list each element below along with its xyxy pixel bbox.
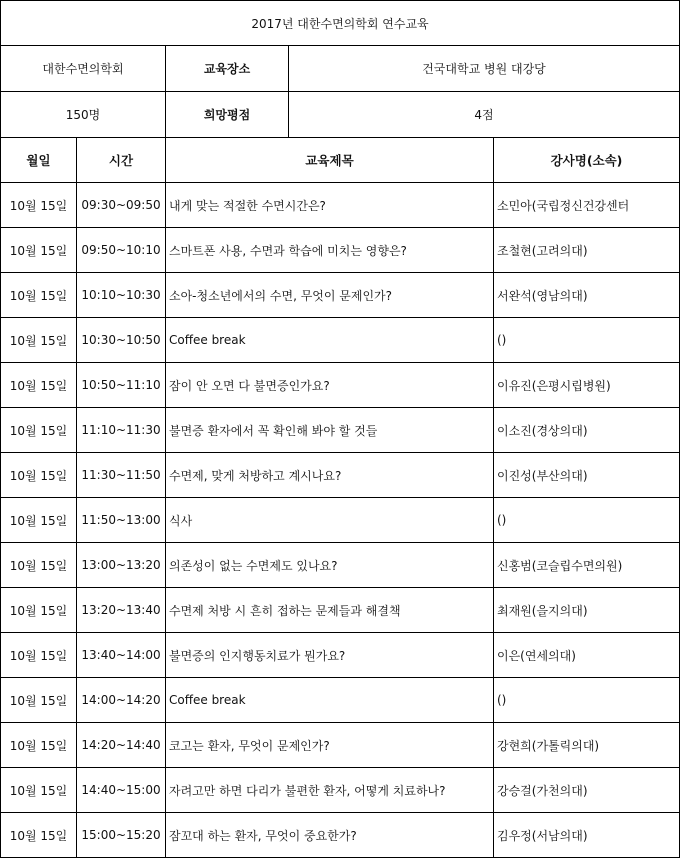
row-subject: 불면증 환자에서 꼭 확인해 봐야 할 것들 bbox=[166, 408, 494, 453]
venue-value: 건국대학교 병원 대강당 bbox=[289, 46, 680, 92]
table-row bbox=[1, 363, 680, 408]
row-date: 10월 15일 bbox=[1, 318, 77, 363]
row-date: 10월 15일 bbox=[1, 678, 77, 723]
row-lecturer: 서완석(영남의대) bbox=[494, 273, 680, 318]
header-date: 월일 bbox=[1, 138, 77, 183]
row-lecturer: 이은(연세의대) bbox=[494, 633, 680, 678]
organization-name: 대한수면의학회 bbox=[1, 46, 166, 92]
info-row-venue bbox=[1, 46, 680, 92]
row-date: 10월 15일 bbox=[1, 273, 77, 318]
header-lecturer: 강사명(소속) bbox=[494, 138, 680, 183]
row-date: 10월 15일 bbox=[1, 543, 77, 588]
row-subject: 내게 맞는 적절한 수면시간은? bbox=[166, 183, 494, 228]
document-title: 2017년 대한수면의학회 연수교육 bbox=[1, 1, 680, 46]
venue-label: 교육장소 bbox=[166, 46, 289, 92]
row-date: 10월 15일 bbox=[1, 768, 77, 813]
table-row bbox=[1, 183, 680, 228]
row-subject: 잠꼬대 하는 환자, 무엇이 중요한가? bbox=[166, 813, 494, 858]
row-time: 09:50~10:10 bbox=[77, 228, 166, 273]
table-row bbox=[1, 498, 680, 543]
row-time: 13:20~13:40 bbox=[77, 588, 166, 633]
row-time: 14:00~14:20 bbox=[77, 678, 166, 723]
score-value: 4점 bbox=[289, 92, 680, 138]
row-lecturer: () bbox=[494, 498, 680, 543]
row-lecturer: 조철현(고려의대) bbox=[494, 228, 680, 273]
row-time: 10:10~10:30 bbox=[77, 273, 166, 318]
row-lecturer: () bbox=[494, 318, 680, 363]
table-row bbox=[1, 318, 680, 363]
row-lecturer: () bbox=[494, 678, 680, 723]
row-lecturer: 이진성(부산의대) bbox=[494, 453, 680, 498]
row-lecturer: 김우정(서남의대) bbox=[494, 813, 680, 858]
row-subject: 식사 bbox=[166, 498, 494, 543]
row-date: 10월 15일 bbox=[1, 363, 77, 408]
row-time: 11:10~11:30 bbox=[77, 408, 166, 453]
row-date: 10월 15일 bbox=[1, 723, 77, 768]
info-row-score bbox=[1, 92, 680, 138]
row-date: 10월 15일 bbox=[1, 813, 77, 858]
table-row bbox=[1, 813, 680, 858]
row-time: 14:40~15:00 bbox=[77, 768, 166, 813]
header-row bbox=[1, 138, 680, 183]
row-subject: Coffee break bbox=[166, 318, 494, 363]
table-row bbox=[1, 273, 680, 318]
row-lecturer: 이소진(경상의대) bbox=[494, 408, 680, 453]
table-row bbox=[1, 543, 680, 588]
capacity-value: 150명 bbox=[1, 92, 166, 138]
row-subject: 스마트폰 사용, 수면과 학습에 미치는 영향은? bbox=[166, 228, 494, 273]
header-subject: 교육제목 bbox=[166, 138, 494, 183]
row-date: 10월 15일 bbox=[1, 228, 77, 273]
row-time: 15:00~15:20 bbox=[77, 813, 166, 858]
table-row bbox=[1, 588, 680, 633]
title-row bbox=[1, 1, 680, 46]
row-time: 09:30~09:50 bbox=[77, 183, 166, 228]
table-row bbox=[1, 453, 680, 498]
row-date: 10월 15일 bbox=[1, 183, 77, 228]
table-row bbox=[1, 408, 680, 453]
table-row bbox=[1, 723, 680, 768]
row-time: 11:30~11:50 bbox=[77, 453, 166, 498]
row-subject: 수면제, 맞게 처방하고 계시나요? bbox=[166, 453, 494, 498]
row-date: 10월 15일 bbox=[1, 588, 77, 633]
table-row bbox=[1, 633, 680, 678]
row-time: 10:50~11:10 bbox=[77, 363, 166, 408]
row-subject: 소아-청소년에서의 수면, 무엇이 문제인가? bbox=[166, 273, 494, 318]
row-time: 13:40~14:00 bbox=[77, 633, 166, 678]
row-lecturer: 최재원(을지의대) bbox=[494, 588, 680, 633]
row-lecturer: 강승걸(가천의대) bbox=[494, 768, 680, 813]
row-lecturer: 강현희(가톨릭의대) bbox=[494, 723, 680, 768]
row-subject: 의존성이 없는 수면제도 있나요? bbox=[166, 543, 494, 588]
row-lecturer: 신홍범(코슬립수면의원) bbox=[494, 543, 680, 588]
row-time: 14:20~14:40 bbox=[77, 723, 166, 768]
row-date: 10월 15일 bbox=[1, 453, 77, 498]
score-label: 희망평점 bbox=[166, 92, 289, 138]
row-lecturer: 소민아(국립정신건강센터 bbox=[494, 183, 680, 228]
row-lecturer: 이유진(은평시립병원) bbox=[494, 363, 680, 408]
table-row bbox=[1, 768, 680, 813]
row-subject: Coffee break bbox=[166, 678, 494, 723]
header-time: 시간 bbox=[77, 138, 166, 183]
row-subject: 코고는 환자, 무엇이 문제인가? bbox=[166, 723, 494, 768]
row-subject: 수면제 처방 시 흔히 접하는 문제들과 해결책 bbox=[166, 588, 494, 633]
row-subject: 불면증의 인지행동치료가 뭔가요? bbox=[166, 633, 494, 678]
row-time: 13:00~13:20 bbox=[77, 543, 166, 588]
row-date: 10월 15일 bbox=[1, 633, 77, 678]
row-date: 10월 15일 bbox=[1, 408, 77, 453]
row-subject: 잠이 안 오면 다 불면증인가요? bbox=[166, 363, 494, 408]
row-subject: 자려고만 하면 다리가 불편한 환자, 어떻게 치료하나? bbox=[166, 768, 494, 813]
row-date: 10월 15일 bbox=[1, 498, 77, 543]
table-row bbox=[1, 678, 680, 723]
row-time: 10:30~10:50 bbox=[77, 318, 166, 363]
table-row bbox=[1, 228, 680, 273]
row-time: 11:50~13:00 bbox=[77, 498, 166, 543]
